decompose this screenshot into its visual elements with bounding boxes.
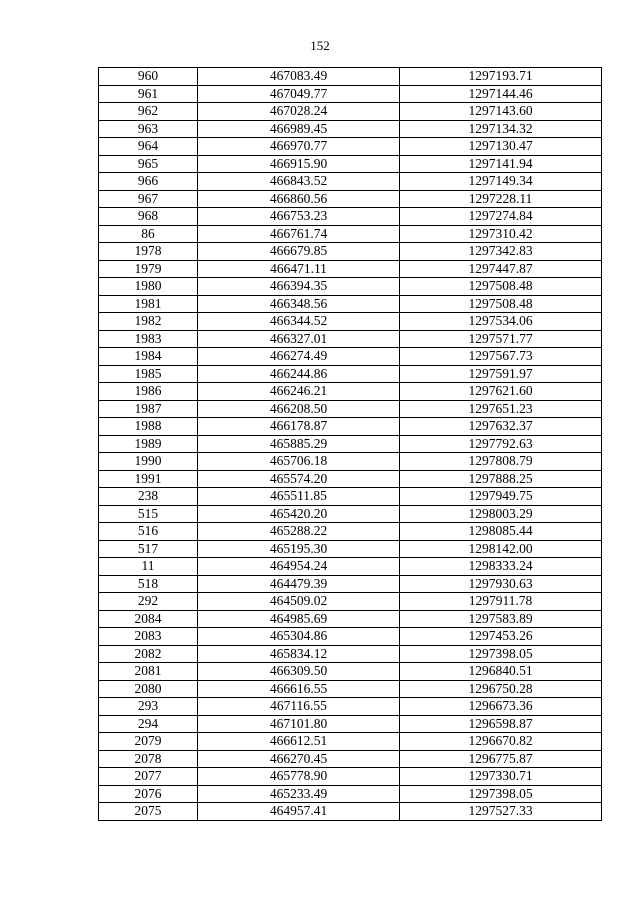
table-row <box>99 330 602 348</box>
table-row <box>99 803 602 821</box>
x-coordinate-cell: 467116.55 <box>198 698 400 716</box>
point-number-cell: 2083 <box>99 628 198 646</box>
point-number-cell: 964 <box>99 138 198 156</box>
table-row <box>99 225 602 243</box>
y-coordinate-cell: 1297508.48 <box>400 278 602 296</box>
y-coordinate-cell: 1297149.34 <box>400 173 602 191</box>
table-row <box>99 138 602 156</box>
table-row <box>99 785 602 803</box>
table-row <box>99 243 602 261</box>
y-coordinate-cell: 1297930.63 <box>400 575 602 593</box>
point-number-cell: 1980 <box>99 278 198 296</box>
table-row <box>99 768 602 786</box>
table-row <box>99 453 602 471</box>
y-coordinate-cell: 1297808.79 <box>400 453 602 471</box>
y-coordinate-cell: 1296775.87 <box>400 750 602 768</box>
x-coordinate-cell: 466843.52 <box>198 173 400 191</box>
table-row <box>99 120 602 138</box>
table-row <box>99 733 602 751</box>
point-number-cell: 2084 <box>99 610 198 628</box>
table-row <box>99 698 602 716</box>
coordinates-table-body <box>99 68 602 821</box>
y-coordinate-cell: 1297571.77 <box>400 330 602 348</box>
point-number-cell: 1987 <box>99 400 198 418</box>
table-row <box>99 610 602 628</box>
y-coordinate-cell: 1297651.23 <box>400 400 602 418</box>
table-row <box>99 68 602 86</box>
y-coordinate-cell: 1297949.75 <box>400 488 602 506</box>
x-coordinate-cell: 466679.85 <box>198 243 400 261</box>
table-row <box>99 628 602 646</box>
x-coordinate-cell: 466178.87 <box>198 418 400 436</box>
x-coordinate-cell: 465885.29 <box>198 435 400 453</box>
x-coordinate-cell: 466244.86 <box>198 365 400 383</box>
point-number-cell: 1986 <box>99 383 198 401</box>
y-coordinate-cell: 1297134.32 <box>400 120 602 138</box>
point-number-cell: 966 <box>99 173 198 191</box>
table-row <box>99 173 602 191</box>
table-row <box>99 593 602 611</box>
y-coordinate-cell: 1297141.94 <box>400 155 602 173</box>
y-coordinate-cell: 1298003.29 <box>400 505 602 523</box>
y-coordinate-cell: 1297567.73 <box>400 348 602 366</box>
x-coordinate-cell: 466327.01 <box>198 330 400 348</box>
x-coordinate-cell: 467101.80 <box>198 715 400 733</box>
x-coordinate-cell: 464985.69 <box>198 610 400 628</box>
x-coordinate-cell: 465233.49 <box>198 785 400 803</box>
table-row <box>99 278 602 296</box>
x-coordinate-cell: 464957.41 <box>198 803 400 821</box>
y-coordinate-cell: 1297342.83 <box>400 243 602 261</box>
point-number-cell: 515 <box>99 505 198 523</box>
point-number-cell: 238 <box>99 488 198 506</box>
point-number-cell: 2081 <box>99 663 198 681</box>
x-coordinate-cell: 466309.50 <box>198 663 400 681</box>
y-coordinate-cell: 1296750.28 <box>400 680 602 698</box>
x-coordinate-cell: 465574.20 <box>198 470 400 488</box>
coordinates-table <box>98 67 602 821</box>
y-coordinate-cell: 1297310.42 <box>400 225 602 243</box>
x-coordinate-cell: 466761.74 <box>198 225 400 243</box>
y-coordinate-cell: 1296670.82 <box>400 733 602 751</box>
point-number-cell: 968 <box>99 208 198 226</box>
y-coordinate-cell: 1297193.71 <box>400 68 602 86</box>
point-number-cell: 1979 <box>99 260 198 278</box>
table-row <box>99 470 602 488</box>
x-coordinate-cell: 466616.55 <box>198 680 400 698</box>
table-row <box>99 383 602 401</box>
y-coordinate-cell: 1298142.00 <box>400 540 602 558</box>
x-coordinate-cell: 466612.51 <box>198 733 400 751</box>
point-number-cell: 2076 <box>99 785 198 803</box>
y-coordinate-cell: 1297621.60 <box>400 383 602 401</box>
x-coordinate-cell: 466246.21 <box>198 383 400 401</box>
table-row <box>99 663 602 681</box>
table-row <box>99 575 602 593</box>
y-coordinate-cell: 1297792.63 <box>400 435 602 453</box>
x-coordinate-cell: 466208.50 <box>198 400 400 418</box>
table-row <box>99 260 602 278</box>
point-number-cell: 1982 <box>99 313 198 331</box>
y-coordinate-cell: 1296598.87 <box>400 715 602 733</box>
point-number-cell: 294 <box>99 715 198 733</box>
page-number: 152 <box>310 38 330 53</box>
y-coordinate-cell: 1297143.60 <box>400 103 602 121</box>
point-number-cell: 962 <box>99 103 198 121</box>
x-coordinate-cell: 465195.30 <box>198 540 400 558</box>
x-coordinate-cell: 466471.11 <box>198 260 400 278</box>
x-coordinate-cell: 466394.35 <box>198 278 400 296</box>
table-row <box>99 313 602 331</box>
table-row <box>99 103 602 121</box>
point-number-cell: 1983 <box>99 330 198 348</box>
point-number-cell: 1985 <box>99 365 198 383</box>
point-number-cell: 1978 <box>99 243 198 261</box>
y-coordinate-cell: 1297527.33 <box>400 803 602 821</box>
point-number-cell: 961 <box>99 85 198 103</box>
y-coordinate-cell: 1297591.97 <box>400 365 602 383</box>
table-row <box>99 715 602 733</box>
point-number-cell: 518 <box>99 575 198 593</box>
table-row <box>99 190 602 208</box>
x-coordinate-cell: 466970.77 <box>198 138 400 156</box>
x-coordinate-cell: 464954.24 <box>198 558 400 576</box>
x-coordinate-cell: 467083.49 <box>198 68 400 86</box>
point-number-cell: 1991 <box>99 470 198 488</box>
y-coordinate-cell: 1297632.37 <box>400 418 602 436</box>
point-number-cell: 1981 <box>99 295 198 313</box>
y-coordinate-cell: 1297583.89 <box>400 610 602 628</box>
table-row <box>99 645 602 663</box>
table-row <box>99 558 602 576</box>
x-coordinate-cell: 465304.86 <box>198 628 400 646</box>
x-coordinate-cell: 466753.23 <box>198 208 400 226</box>
x-coordinate-cell: 467028.24 <box>198 103 400 121</box>
y-coordinate-cell: 1297330.71 <box>400 768 602 786</box>
x-coordinate-cell: 466860.56 <box>198 190 400 208</box>
x-coordinate-cell: 466348.56 <box>198 295 400 313</box>
table-row <box>99 540 602 558</box>
x-coordinate-cell: 464479.39 <box>198 575 400 593</box>
point-number-cell: 1984 <box>99 348 198 366</box>
y-coordinate-cell: 1298333.24 <box>400 558 602 576</box>
x-coordinate-cell: 465778.90 <box>198 768 400 786</box>
y-coordinate-cell: 1297508.48 <box>400 295 602 313</box>
x-coordinate-cell: 466989.45 <box>198 120 400 138</box>
x-coordinate-cell: 466274.49 <box>198 348 400 366</box>
table-row <box>99 680 602 698</box>
x-coordinate-cell: 464509.02 <box>198 593 400 611</box>
point-number-cell: 1990 <box>99 453 198 471</box>
table-row <box>99 348 602 366</box>
x-coordinate-cell: 466915.90 <box>198 155 400 173</box>
point-number-cell: 967 <box>99 190 198 208</box>
y-coordinate-cell: 1297398.05 <box>400 785 602 803</box>
table-row <box>99 435 602 453</box>
x-coordinate-cell: 466344.52 <box>198 313 400 331</box>
table-row <box>99 365 602 383</box>
table-row <box>99 400 602 418</box>
x-coordinate-cell: 465288.22 <box>198 523 400 541</box>
point-number-cell: 1989 <box>99 435 198 453</box>
point-number-cell: 2075 <box>99 803 198 821</box>
point-number-cell: 2078 <box>99 750 198 768</box>
table-row <box>99 505 602 523</box>
x-coordinate-cell: 466270.45 <box>198 750 400 768</box>
y-coordinate-cell: 1297911.78 <box>400 593 602 611</box>
table-row <box>99 208 602 226</box>
y-coordinate-cell: 1297453.26 <box>400 628 602 646</box>
y-coordinate-cell: 1297398.05 <box>400 645 602 663</box>
y-coordinate-cell: 1297144.46 <box>400 85 602 103</box>
point-number-cell: 965 <box>99 155 198 173</box>
y-coordinate-cell: 1297130.47 <box>400 138 602 156</box>
point-number-cell: 11 <box>99 558 198 576</box>
point-number-cell: 516 <box>99 523 198 541</box>
point-number-cell: 963 <box>99 120 198 138</box>
point-number-cell: 517 <box>99 540 198 558</box>
y-coordinate-cell: 1297534.06 <box>400 313 602 331</box>
y-coordinate-cell: 1296840.51 <box>400 663 602 681</box>
table-row <box>99 418 602 436</box>
y-coordinate-cell: 1297228.11 <box>400 190 602 208</box>
x-coordinate-cell: 465834.12 <box>198 645 400 663</box>
x-coordinate-cell: 465706.18 <box>198 453 400 471</box>
table-row <box>99 295 602 313</box>
table-row <box>99 750 602 768</box>
table-row <box>99 523 602 541</box>
point-number-cell: 1988 <box>99 418 198 436</box>
point-number-cell: 2077 <box>99 768 198 786</box>
table-row <box>99 488 602 506</box>
y-coordinate-cell: 1296673.36 <box>400 698 602 716</box>
point-number-cell: 2079 <box>99 733 198 751</box>
x-coordinate-cell: 467049.77 <box>198 85 400 103</box>
y-coordinate-cell: 1297274.84 <box>400 208 602 226</box>
point-number-cell: 86 <box>99 225 198 243</box>
table-row <box>99 155 602 173</box>
x-coordinate-cell: 465511.85 <box>198 488 400 506</box>
point-number-cell: 2082 <box>99 645 198 663</box>
point-number-cell: 293 <box>99 698 198 716</box>
x-coordinate-cell: 465420.20 <box>198 505 400 523</box>
point-number-cell: 2080 <box>99 680 198 698</box>
y-coordinate-cell: 1298085.44 <box>400 523 602 541</box>
y-coordinate-cell: 1297888.25 <box>400 470 602 488</box>
y-coordinate-cell: 1297447.87 <box>400 260 602 278</box>
table-row <box>99 85 602 103</box>
point-number-cell: 292 <box>99 593 198 611</box>
point-number-cell: 960 <box>99 68 198 86</box>
